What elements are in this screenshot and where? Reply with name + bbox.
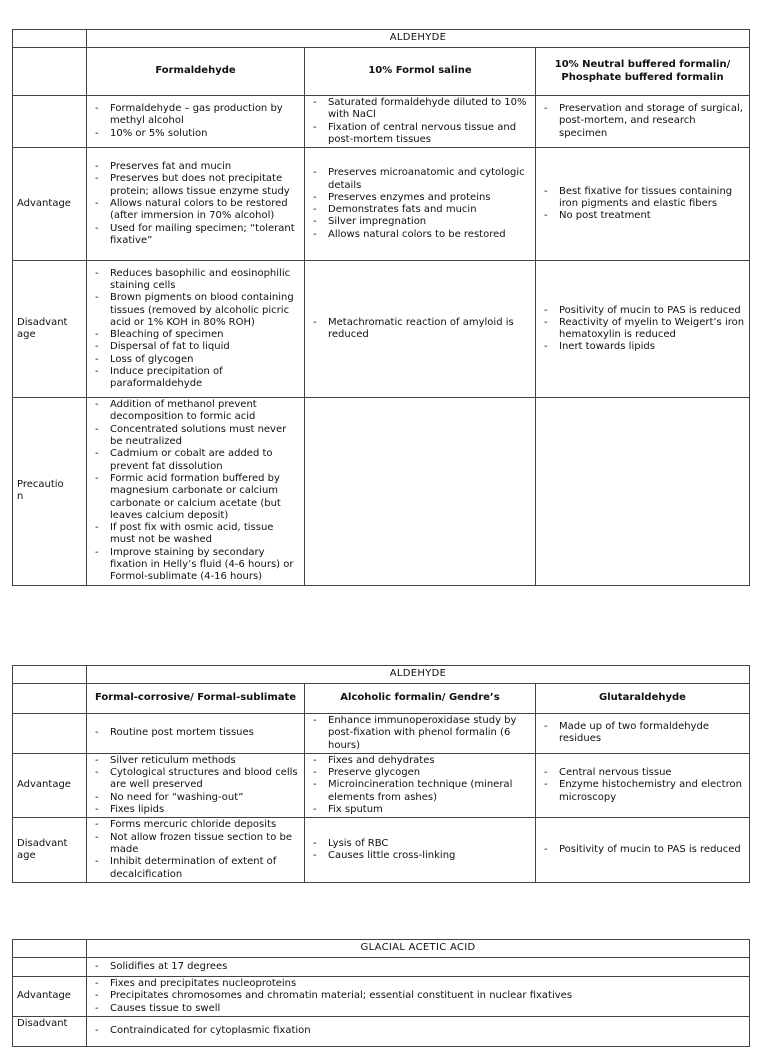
list-item: - Cytological structures and blood cells are well preserved bbox=[91, 767, 300, 792]
corner-cell bbox=[13, 666, 87, 684]
bullet-list bbox=[540, 305, 745, 354]
bullet-list bbox=[309, 167, 531, 241]
bullet-list bbox=[91, 268, 300, 391]
list-item: - Induce precipitation of paraformaldehyde bbox=[91, 366, 300, 391]
table-row bbox=[13, 714, 750, 754]
list-item: - Solidifies at 17 degrees bbox=[91, 961, 745, 973]
table-cell bbox=[305, 398, 536, 585]
aldehyde-table-1 bbox=[12, 29, 750, 586]
table-cell bbox=[536, 398, 750, 585]
list-item: - Fix sputum bbox=[309, 804, 531, 816]
list-item: - Preserve glycogen bbox=[309, 767, 531, 779]
list-item: - Reactivity of myelin to Weigert’s iron hematoxylin is reduced bbox=[540, 317, 745, 342]
section-title: ALDEHYDE bbox=[87, 666, 750, 684]
bullet-list bbox=[91, 1025, 745, 1037]
list-item: - Lysis of RBC bbox=[309, 838, 531, 850]
bullet-list bbox=[309, 755, 531, 816]
list-item: - Fixes and dehydrates bbox=[309, 755, 531, 767]
bullet-list bbox=[309, 97, 531, 146]
bullet-list bbox=[91, 755, 300, 816]
list-item: - Formaldehyde – gas production by methyl alcohol bbox=[91, 103, 300, 128]
table-cell bbox=[536, 96, 750, 148]
list-item: - Inhibit determination of extent of decalcification bbox=[91, 856, 300, 881]
bullet-list bbox=[540, 103, 745, 140]
corner-cell bbox=[13, 48, 87, 96]
bullet-list bbox=[91, 978, 745, 1015]
list-item: - Formic acid formation buffered by magnesium carbonate or calcium carbonate or calcium acetate (but leaves calcium deposit) bbox=[91, 473, 300, 522]
corner-cell bbox=[13, 684, 87, 714]
table-cell bbox=[536, 261, 750, 398]
bullet-list bbox=[309, 317, 531, 342]
list-item: - Inert towards lipids bbox=[540, 341, 745, 353]
list-item: - Preserves but does not precipitate protein; allows tissue enzyme study bbox=[91, 173, 300, 198]
bullet-list bbox=[540, 186, 745, 223]
list-item: - Positivity of mucin to PAS is reduced bbox=[540, 305, 745, 317]
list-item: - If post fix with osmic acid, tissue must not be washed bbox=[91, 522, 300, 547]
list-item: - Used for mailing specimen; “tolerant fixative” bbox=[91, 223, 300, 248]
table-cell bbox=[87, 148, 305, 261]
row-label: Advantage bbox=[13, 977, 87, 1017]
list-item: - Silver reticulum methods bbox=[91, 755, 300, 767]
list-item: - Metachromatic reaction of amyloid is reduced bbox=[309, 317, 531, 342]
table-cell bbox=[87, 818, 305, 882]
bullet-list bbox=[91, 819, 300, 880]
list-item: - Best fixative for tissues containing iron pigments and elastic fibers bbox=[540, 186, 745, 211]
table-cell bbox=[305, 261, 536, 398]
row-label bbox=[13, 96, 87, 148]
column-header: 10% Neutral buffered formalin/ Phosphate buffered formalin bbox=[536, 48, 750, 96]
list-item: - Loss of glycogen bbox=[91, 354, 300, 366]
corner-cell bbox=[13, 30, 87, 48]
column-header: Formaldehyde bbox=[87, 48, 305, 96]
list-item: - Central nervous tissue bbox=[540, 767, 745, 779]
aldehyde-table-2 bbox=[12, 665, 750, 883]
table-cell bbox=[87, 261, 305, 398]
list-item: - Fixation of central nervous tissue and post-mortem tissues bbox=[309, 122, 531, 147]
row-label: Advantage bbox=[13, 148, 87, 261]
table-cell bbox=[87, 714, 305, 754]
column-header: Formal-corrosive/ Formal-sublimate bbox=[87, 684, 305, 714]
list-item: - Contraindicated for cytoplasmic fixation bbox=[91, 1025, 745, 1037]
list-item: - No post treatment bbox=[540, 210, 745, 222]
row-label: Precautio n bbox=[13, 398, 87, 585]
section-title: ALDEHYDE bbox=[87, 30, 750, 48]
bullet-list bbox=[91, 103, 300, 140]
bullet-list bbox=[540, 721, 745, 746]
column-header: Glutaraldehyde bbox=[536, 684, 750, 714]
bullet-list bbox=[91, 161, 300, 247]
row-label bbox=[13, 958, 87, 977]
list-item: - Made up of two formaldehyde residues bbox=[540, 721, 745, 746]
list-item: - Enhance immunoperoxidase study by post-fixation with phenol formalin (6 hours) bbox=[309, 715, 531, 752]
table-cell bbox=[87, 753, 305, 817]
list-item: - Forms mercuric chloride deposits bbox=[91, 819, 300, 831]
bullet-list bbox=[309, 715, 531, 752]
list-item: - Causes little cross-linking bbox=[309, 850, 531, 862]
bullet-list bbox=[91, 961, 745, 973]
list-item: - Causes tissue to swell bbox=[91, 1003, 745, 1015]
row-label: Disadvant age bbox=[13, 261, 87, 398]
table-row bbox=[13, 958, 750, 977]
list-item: - Allows natural colors to be restored (after immersion in 70% alcohol) bbox=[91, 198, 300, 223]
table-cell bbox=[305, 753, 536, 817]
list-item: - Saturated formaldehyde diluted to 10% with NaCl bbox=[309, 97, 531, 122]
list-item: - Addition of methanol prevent decomposition to formic acid bbox=[91, 399, 300, 424]
row-label: Disadvant bbox=[13, 1016, 87, 1046]
table-cell bbox=[87, 958, 750, 977]
list-item: - Preservation and storage of surgical, post-mortem, and research specimen bbox=[540, 103, 745, 140]
list-item: - Allows natural colors to be restored bbox=[309, 229, 531, 241]
list-item: - No need for “washing-out” bbox=[91, 792, 300, 804]
list-item: - Silver impregnation bbox=[309, 216, 531, 228]
list-item: - Demonstrates fats and mucin bbox=[309, 204, 531, 216]
list-item: - Improve staining by secondary fixation in Helly’s fluid (4-6 hours) or Formol-sublimate (4-16 hours) bbox=[91, 547, 300, 584]
list-item: - Preserves microanatomic and cytologic details bbox=[309, 167, 531, 192]
bullet-list bbox=[309, 838, 531, 863]
table-row bbox=[13, 818, 750, 882]
bullet-list bbox=[91, 399, 300, 583]
list-item: - 10% or 5% solution bbox=[91, 128, 300, 140]
table-cell bbox=[305, 818, 536, 882]
corner-cell bbox=[13, 940, 87, 958]
list-item: - Preserves enzymes and proteins bbox=[309, 192, 531, 204]
list-item: - Dispersal of fat to liquid bbox=[91, 341, 300, 353]
list-item: - Fixes and precipitates nucleoproteins bbox=[91, 978, 745, 990]
list-item: - Reduces basophilic and eosinophilic staining cells bbox=[91, 268, 300, 293]
table-cell bbox=[305, 96, 536, 148]
list-item: - Fixes lipids bbox=[91, 804, 300, 816]
list-item: - Cadmium or cobalt are added to prevent fat dissolution bbox=[91, 448, 300, 473]
list-item: - Preserves fat and mucin bbox=[91, 161, 300, 173]
list-item: - Bleaching of specimen bbox=[91, 329, 300, 341]
table-row bbox=[13, 753, 750, 817]
table-cell bbox=[536, 753, 750, 817]
table-cell bbox=[87, 977, 750, 1017]
acetic-acid-table bbox=[12, 939, 750, 1047]
row-label: Advantage bbox=[13, 753, 87, 817]
column-header: Alcoholic formalin/ Gendre’s bbox=[305, 684, 536, 714]
table-row bbox=[13, 398, 750, 585]
bullet-list bbox=[91, 727, 300, 739]
list-item: - Brown pigments on blood containing tissues (removed by alcoholic picric acid or 1% KOH in 80% ROH) bbox=[91, 292, 300, 329]
list-item: - Precipitates chromosomes and chromatin material; essential constituent in nuclear fixatives bbox=[91, 990, 745, 1002]
bullet-list bbox=[540, 844, 745, 856]
table-row bbox=[13, 148, 750, 261]
table-cell bbox=[305, 148, 536, 261]
table-cell bbox=[536, 148, 750, 261]
table-row bbox=[13, 261, 750, 398]
table-cell bbox=[536, 714, 750, 754]
table-row bbox=[13, 96, 750, 148]
table-row bbox=[13, 977, 750, 1017]
table-cell bbox=[87, 96, 305, 148]
list-item: - Routine post mortem tissues bbox=[91, 727, 300, 739]
row-label bbox=[13, 714, 87, 754]
table-cell bbox=[305, 714, 536, 754]
list-item: - Concentrated solutions must never be neutralized bbox=[91, 424, 300, 449]
table-cell bbox=[536, 818, 750, 882]
table-cell bbox=[87, 398, 305, 585]
list-item: - Positivity of mucin to PAS is reduced bbox=[540, 844, 745, 856]
table-row bbox=[13, 1016, 750, 1046]
table-cell bbox=[87, 1016, 750, 1046]
list-item: - Enzyme histochemistry and electron microscopy bbox=[540, 779, 745, 804]
bullet-list bbox=[540, 767, 745, 804]
list-item: - Not allow frozen tissue section to be made bbox=[91, 832, 300, 857]
list-item: - Microincineration technique (mineral elements from ashes) bbox=[309, 779, 531, 804]
column-header: 10% Formol saline bbox=[305, 48, 536, 96]
section-title: GLACIAL ACETIC ACID bbox=[87, 940, 750, 958]
row-label: Disadvant age bbox=[13, 818, 87, 882]
